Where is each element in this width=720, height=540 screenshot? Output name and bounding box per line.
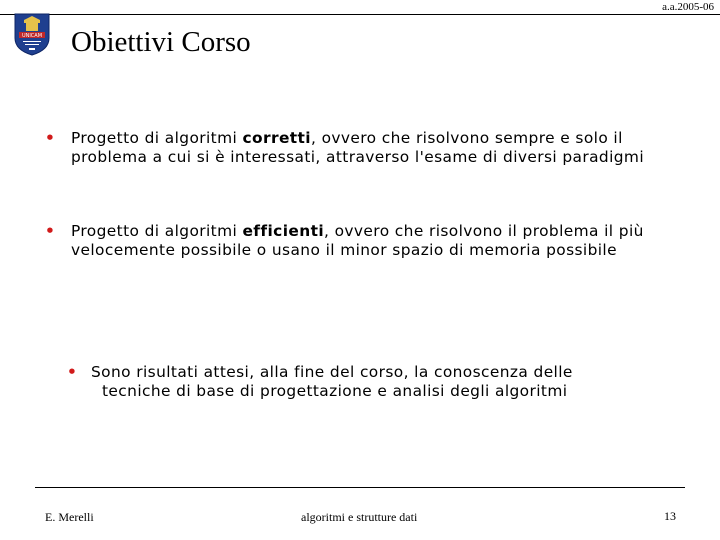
- bullet-item-efficient-algorithms: [45, 222, 665, 259]
- university-logo: [13, 12, 51, 56]
- footer-rule: [35, 487, 685, 488]
- bullet-keyword: efficienti: [242, 222, 325, 240]
- page-number: 13: [664, 509, 676, 523]
- logo-text: UNICAM: [21, 33, 43, 39]
- bullet-text: Progetto di algoritmi efficienti, ovvero che risolvono il problema il più velocemente possibile o usano il minor spazio di memoria possibile: [71, 222, 644, 259]
- footer-course-title: algoritmi e strutture dati: [301, 510, 418, 524]
- header-rule: [0, 14, 720, 15]
- header-date: a.a.2005-06: [662, 1, 714, 13]
- bullet-dot-icon: •: [45, 129, 56, 147]
- bullet-item-correct-algorithms: [45, 129, 665, 166]
- bullet-keyword: corretti: [242, 129, 311, 147]
- footer-author: E. Merelli: [45, 510, 94, 524]
- bullet-dot-icon: •: [67, 363, 78, 381]
- sub-bullet-expected-results: [67, 363, 687, 400]
- bullet-dot-icon: •: [45, 222, 56, 240]
- bullet-text: Progetto di algoritmi corretti, ovvero che risolvono sempre e solo il problema a cui si è interessati, attraverso l'esame di diversi paradigmi: [71, 129, 645, 166]
- page-title: Obiettivi Corso: [71, 26, 251, 58]
- bullet-text: Sono risultati attesi, alla fine del corso, la conoscenza delle tecniche di base di progettazione e analisi degli algoritmi: [91, 363, 573, 400]
